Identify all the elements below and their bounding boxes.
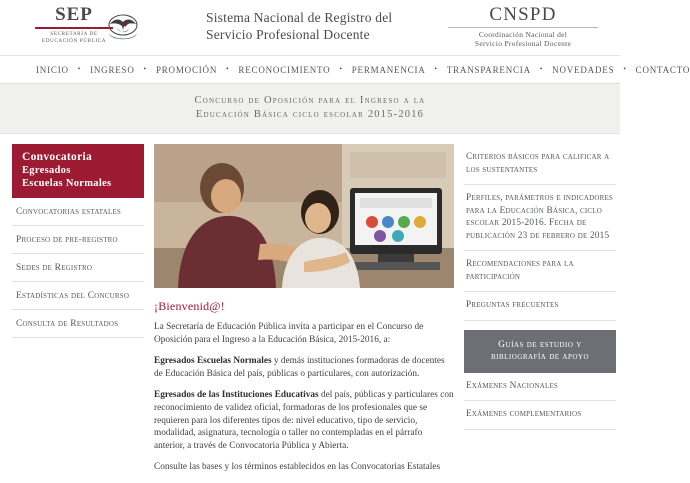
- convocatoria-line1: Convocatoria: [22, 151, 93, 163]
- right-menu-list: [464, 144, 616, 321]
- cnspd-logo: [444, 4, 602, 48]
- sep-subtitle-line2: EDUCACIÓN PÚBLICA: [41, 38, 107, 44]
- nav-separator-icon: •: [623, 65, 627, 73]
- guide-line2: bibliografía de apoyo: [490, 351, 590, 362]
- right-item-ex-menes-nacionales[interactable]: Exámenes Nacionales: [464, 373, 616, 402]
- sidebar-item-convocatoria-egresados[interactable]: [12, 144, 144, 198]
- guides-study-button[interactable]: [464, 330, 616, 373]
- nav-item-promoci-n[interactable]: PROMOCIÓN: [155, 64, 218, 75]
- nav-item-transparencia[interactable]: TRANSPARENCIA: [446, 64, 531, 75]
- nav-item-reconocimiento[interactable]: RECONOCIMIENTO: [238, 64, 331, 75]
- content-column: [154, 144, 454, 483]
- sep-divider: [35, 27, 113, 29]
- main-content: [0, 134, 620, 483]
- right-item-criterios-b-sicos-para-calificar-a-los-s[interactable]: Criterios básicos para calificar a los sustentantes: [464, 144, 616, 185]
- sidebar-item-sedes-de-registro[interactable]: Sedes de Registro: [12, 254, 144, 282]
- mexican-coat-of-arms-icon: [104, 8, 142, 46]
- right-item-ex-menes-complementarios[interactable]: Exámenes complementarios: [464, 401, 616, 430]
- guide-line1: Guías de estudio y: [498, 339, 582, 350]
- banner-line2: Educación Básica ciclo escolar 2015-2016: [195, 109, 425, 120]
- main-navigation[interactable]: [0, 56, 690, 84]
- paragraph-4: [154, 461, 454, 474]
- page-banner: [0, 84, 620, 134]
- paragraph-2: [154, 355, 454, 380]
- paragraph-emphasis: Egresados de las Instituciones Educativas: [154, 390, 319, 401]
- left-menu-list: [12, 198, 144, 338]
- cnspd-subtitle-line1: Coordinación Nacional del: [478, 30, 568, 39]
- paragraph-3: [154, 389, 454, 452]
- nav-separator-icon: •: [539, 65, 544, 73]
- nav-item-ingreso[interactable]: INGRESO: [90, 64, 135, 75]
- right-sidebar: [464, 144, 616, 483]
- right-item-preguntas-frecuentes[interactable]: Preguntas frecuentes: [464, 292, 616, 321]
- sep-subtitle-line1: SECRETARÍA DE: [50, 31, 98, 37]
- cnspd-divider: [448, 27, 598, 28]
- paragraph-1: [154, 321, 454, 346]
- paragraph-text: y demás instituciones formadoras de docentes de Educación Básica del país, públicas o particulares, con autorización.: [154, 356, 445, 379]
- left-sidebar: [12, 144, 144, 483]
- welcome-heading: ¡Bienvenid@!: [154, 299, 225, 313]
- convocatoria-line3: Escuelas Normales: [22, 178, 112, 189]
- student-at-computer-photo: [154, 144, 454, 288]
- nav-separator-icon: •: [339, 65, 343, 73]
- sidebar-item-consulta-de-resultados[interactable]: Consulta de Resultados: [12, 310, 144, 338]
- nav-separator-icon: •: [434, 65, 438, 73]
- nav-item-contacto[interactable]: CONTACTO: [635, 64, 690, 75]
- system-title-line2: Servicio Profesional Docente: [206, 27, 370, 42]
- banner-line1: Concurso de Oposición para el Ingreso a la: [194, 95, 426, 106]
- nav-item-permanencia[interactable]: PERMANENCIA: [351, 64, 426, 75]
- convocatoria-line2: Egresados: [22, 165, 71, 176]
- nav-item-novedades[interactable]: NOVEDADES: [552, 64, 615, 75]
- sep-acronym: SEP: [55, 4, 93, 25]
- right-item-recomendaciones-para-la-participaci-n[interactable]: Recomendaciones para la participación: [464, 251, 616, 292]
- nav-separator-icon: •: [143, 65, 147, 73]
- system-title: [206, 9, 392, 43]
- nav-item-inicio[interactable]: INICIO: [36, 64, 69, 75]
- sidebar-item-estad-sticas-del-concurso[interactable]: Estadísticas del Concurso: [12, 282, 144, 310]
- cnspd-acronym: CNSPD: [489, 4, 557, 25]
- paragraph-text: del país, públicas y particulares con reconocimiento de validez oficial, formadoras de los profesionales que se requieren para los diferentes tipos de: nivel educativo, tipo de servicio, modalidad, asignatura, tecnología o taller no contempladas en el párrafo anterior, a través de Convocatoria Pública y Abierta.: [154, 390, 454, 451]
- sidebar-item-convocatorias-estatales[interactable]: Convocatorias estatales: [12, 198, 144, 226]
- site-header: [0, 0, 620, 56]
- right-item-perfiles-par-metros-e-indicadores-para-l[interactable]: Perfiles, parámetros e indicadores para la Educación Básica, ciclo escolar 2015-2016. Fecha de publicación 23 de febrero de 2015: [464, 185, 616, 251]
- nav-separator-icon: •: [77, 65, 82, 73]
- paragraph-text: La Secretaría de Educación Pública invita a participar en el Concurso de Oposición para el Ingreso a la Educación Básica, 2015-2016, a:: [154, 322, 424, 345]
- content-paragraphs: [154, 321, 454, 474]
- cnspd-subtitle-line2: Servicio Profesional Docente: [474, 39, 572, 48]
- system-title-line1: Sistema Nacional de Registro del: [206, 10, 393, 25]
- paragraph-text: Consulte las bases y los términos establecidos en las Convocatorias Estatales: [154, 462, 441, 473]
- paragraph-emphasis: Egresados Escuelas Normales: [154, 356, 272, 367]
- sidebar-item-proceso-de-pre-registro[interactable]: Proceso de pre-registro: [12, 226, 144, 254]
- nav-separator-icon: •: [226, 65, 230, 73]
- right-menu-list-secondary: [464, 373, 616, 430]
